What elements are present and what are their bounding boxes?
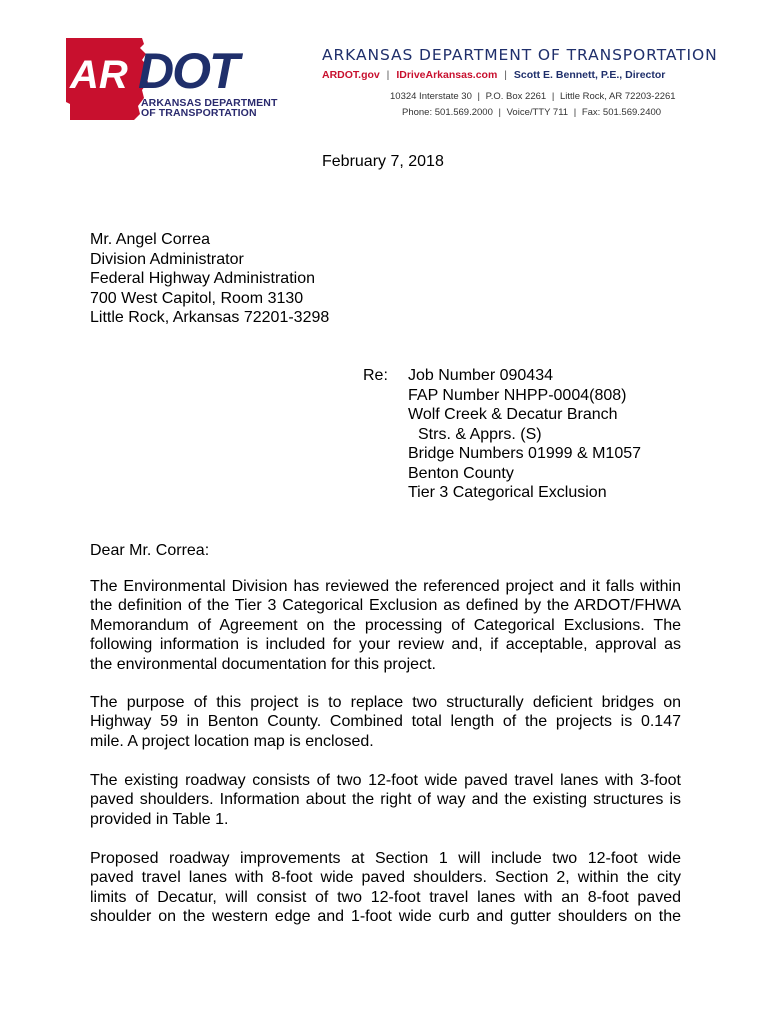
fax-number: Fax: 501.569.2400 [581, 107, 662, 118]
recipient-line: Division Administrator [90, 250, 244, 268]
re-line: Benton County [408, 464, 514, 482]
paragraph-1 [90, 577, 681, 674]
recipient-line: 700 West Capitol, Room 3130 [90, 289, 304, 307]
re-line: Strs. & Apprs. (S) [418, 425, 542, 443]
paragraph-2 [90, 693, 681, 751]
re-line: Job Number 090434 [408, 367, 553, 384]
paragraph-line: Highway 59 in Benton County. Combined total length of the projects is 0.147 [90, 713, 681, 731]
director-name: Scott E. Bennett, P.E., Director [513, 69, 666, 81]
re-line: Tier 3 Categorical Exclusion [408, 484, 607, 501]
paragraph-line: limits of Decatur, will consist of two 12-foot travel lanes with an 8-foot paved [90, 888, 681, 906]
address-street: 10324 Interstate 30 [390, 91, 472, 102]
letterhead-address [390, 91, 676, 102]
voice-tty: Voice/TTY 711 [506, 107, 569, 118]
paragraph-line: the definition of the Tier 3 Categorical Exclusion as defined by the ARDOT/FHWA [90, 597, 681, 615]
paragraph-line: provided in Table 1. [90, 810, 229, 828]
separator: | [551, 91, 555, 102]
paragraph-line: The purpose of this project is to replace two structurally deficient bridges on [90, 694, 681, 711]
re-line: FAP Number NHPP-0004(808) [408, 386, 627, 404]
paragraph-line: paved travel lanes with 8-foot wide paved shoulders. Section 2, within the city [90, 869, 681, 887]
paragraph-3 [90, 771, 681, 829]
paragraph-line: The Environmental Division has reviewed the referenced project and it falls within [90, 578, 681, 595]
idrive-arkansas-link[interactable]: IDriveArkansas.com [396, 69, 498, 81]
letterhead-links [322, 69, 665, 81]
salutation: Dear Mr. Correa: [90, 542, 210, 559]
re-block [408, 366, 641, 503]
paragraph-line: Proposed roadway improvements at Section 1 will include two 12-foot wide [90, 850, 681, 867]
logo-ar-text: AR [70, 53, 128, 97]
paragraph-line: shoulder on the western edge and 1-foot wide curb and gutter shoulders on the [90, 908, 681, 926]
re-line: Bridge Numbers 01999 & M1057 [408, 445, 642, 462]
separator: | [386, 69, 390, 81]
paragraph-4 [90, 849, 681, 927]
recipient-address [90, 230, 329, 328]
logo-subtitle-line2: OF TRANSPORTATION [141, 107, 257, 119]
paragraph-line: following information is included for your review and, if acceptable, approval as [90, 636, 681, 654]
re-label: Re: [363, 367, 388, 384]
address-city: Little Rock, AR 72203-2261 [559, 91, 676, 102]
separator: | [477, 91, 480, 102]
paragraph-line: paved shoulders. Information about the right of way and the existing structures is [90, 791, 681, 809]
recipient-line: Mr. Angel Correa [90, 231, 211, 248]
logo-dot-text: DOT [138, 43, 238, 99]
letterhead-contact [402, 107, 661, 118]
logo-subtitle-line1: ARKANSAS DEPARTMENT [141, 97, 278, 109]
recipient-line: Federal Highway Administration [90, 270, 315, 287]
ardot-gov-link[interactable]: ARDOT.gov [322, 69, 380, 81]
letter-date: February 7, 2018 [322, 153, 444, 170]
paragraph-line: the environmental documentation for this project. [90, 655, 436, 673]
paragraph-line: The existing roadway consists of two 12-foot wide paved travel lanes with 3-foot [90, 772, 681, 789]
paragraph-line: Memorandum of Agreement on the processing of Categorical Exclusions. The [90, 616, 681, 634]
re-line: Wolf Creek & Decatur Branch [408, 406, 618, 423]
phone-number: Phone: 501.569.2000 [402, 107, 493, 118]
separator: | [573, 107, 577, 118]
separator: | [504, 69, 507, 81]
separator: | [498, 107, 501, 118]
recipient-line: Little Rock, Arkansas 72201-3298 [90, 309, 330, 326]
paragraph-line: mile. A project location map is enclosed. [90, 732, 374, 750]
logo-subtitle [141, 98, 277, 118]
letterhead-title: ARKANSAS DEPARTMENT OF TRANSPORTATION [322, 46, 718, 64]
address-po-box: P.O. Box 2261 [485, 91, 547, 102]
